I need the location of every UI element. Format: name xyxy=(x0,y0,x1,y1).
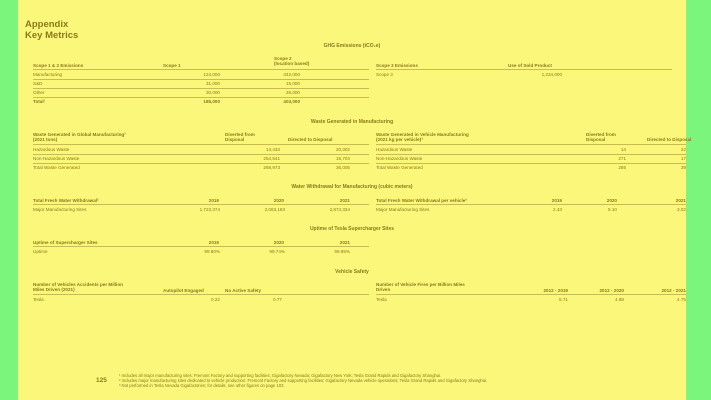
table-cell: 20,302 xyxy=(335,147,350,152)
year-header: 2020 xyxy=(606,198,617,203)
ghg-right-header-rule xyxy=(376,69,672,70)
table-cell: 4.75 xyxy=(677,297,686,302)
table-cell: 3.02 xyxy=(677,207,686,212)
page-subtitle: Key Metrics xyxy=(25,30,79,41)
table-cell: 268,973 xyxy=(263,165,280,170)
row-rule xyxy=(33,88,369,89)
table-cell: 5.10 xyxy=(608,207,617,212)
waste-right-col-diverted: Diverted from xyxy=(586,132,616,137)
table-cell: 271 xyxy=(618,156,626,161)
waste-left-col-label: Waste Generated in Global Manufacturing² xyxy=(33,132,126,137)
report-page xyxy=(18,0,692,400)
table-row-label: Uptime xyxy=(33,249,48,254)
ghg-col-scope2-sub: (location based) xyxy=(274,61,310,66)
waste-right-col-label: Waste Generated in Vehicle Manufacturing xyxy=(376,132,469,137)
uptime-col-label: Uptime of Supercharger Sites xyxy=(33,240,98,245)
table-cell: 342,000 xyxy=(283,72,300,77)
table-row-label: Total¹ xyxy=(33,99,46,104)
page-title: Appendix xyxy=(25,19,69,30)
table-cell: 286 xyxy=(618,165,626,170)
table-cell: 0.22 xyxy=(211,297,220,302)
table-cell: 2,063,183 xyxy=(264,207,285,212)
table-row-label: Other xyxy=(33,90,45,95)
waste-left-col-diverted: Diverted from xyxy=(225,132,255,137)
year-header: 2021 xyxy=(339,198,350,203)
ghg-col-scope2: Scope 2 xyxy=(274,56,292,61)
table-row-label: Scope 3 xyxy=(376,72,393,77)
year-header: 2021 xyxy=(339,240,350,245)
uptime-section-title: Uptime of Tesla Supercharger Sites xyxy=(309,226,395,232)
table-row-label: Hazardous Waste xyxy=(376,147,413,152)
footnote: ² Includes major manufacturing sites dedicated to vehicle production: Fremont Factory and supporting facilities; Gigafactory Nevada vehicle operations; Tesla Grand Rapids and Gigafactory Shanghai. xyxy=(119,378,488,383)
table-cell: 99.80% xyxy=(204,249,220,254)
table-row-label: Manufacturing xyxy=(33,72,63,77)
ghg-left-header-rule xyxy=(33,69,369,70)
table-cell: 4.88 xyxy=(615,297,624,302)
water-left-col-label: Total Fresh Water Withdrawal² xyxy=(33,198,99,203)
table-cell: 39 xyxy=(680,165,686,170)
table-cell: 0.77 xyxy=(273,297,282,302)
table-cell: 31,000 xyxy=(205,81,220,86)
table-row-label: Non-Hazardous Waste xyxy=(33,156,80,161)
ghg-col-label: Scope 1 & 2 Emissions xyxy=(33,63,84,68)
row-rule xyxy=(376,154,686,155)
waste-section-title: Waste Generated in Manufacturing xyxy=(310,119,394,125)
waste-left-header-rule xyxy=(33,144,369,145)
table-cell: 99.95% xyxy=(334,249,350,254)
row-rule xyxy=(33,79,369,80)
safety-col-autopilot: Autopilot Engaged xyxy=(163,288,204,293)
table-row-label: Non-Hazardous Waste xyxy=(376,156,423,161)
year-header: 2020 xyxy=(273,198,284,203)
period-header: 2012 - 2021 xyxy=(661,288,686,293)
water-right-col-label: Total Fresh Water Withdrawal per vehicle³ xyxy=(376,198,467,203)
period-header: 2012 - 2019 xyxy=(543,288,568,293)
safety-section-title: Vehicle Safety xyxy=(335,269,369,275)
table-row-label: Hazardous Waste xyxy=(33,147,70,152)
row-rule xyxy=(376,163,686,164)
table-cell: 403,000 xyxy=(283,99,300,104)
year-header: 2021 xyxy=(675,198,686,203)
table-cell: 17 xyxy=(680,156,686,161)
scope3-col-label: Scope 3 Emissions xyxy=(376,63,418,68)
year-header: 2020 xyxy=(273,240,284,245)
water-section-title: Water Withdrawal for Manufacturing (cubic meters) xyxy=(291,184,413,190)
footnote: ³ Not performed in Tesla Nevada Gigafactories; for details, see other figures on page 103. xyxy=(119,383,285,388)
table-cell: 5.71 xyxy=(559,297,568,302)
table-cell: 124,000 xyxy=(203,72,220,77)
waste-left-col-diverted-sub: Disposal xyxy=(225,137,245,142)
table-row-label: S&D xyxy=(33,81,43,86)
table-cell: 30,000 xyxy=(205,90,220,95)
table-cell: 26,000 xyxy=(285,90,300,95)
safety-left-col-label: Number of Vehicles Accidents per Million xyxy=(33,282,123,287)
waste-right-header-rule xyxy=(376,144,686,145)
water-left-header-rule xyxy=(33,204,369,205)
safety-right-col-label: Number of Vehicle Fires per Billion Miles xyxy=(376,282,465,287)
table-cell: 14,433 xyxy=(265,147,280,152)
year-header: 2019 xyxy=(551,198,562,203)
safety-right-col-label-sub: Driven xyxy=(376,287,391,292)
waste-left-col-label-sub: (2021 tons) xyxy=(33,137,58,142)
table-row-label: Total Waste Generated xyxy=(33,165,80,170)
waste-left-col-directed: Directed to Disposal xyxy=(288,137,333,142)
year-header: 2019 xyxy=(208,198,219,203)
table-cell: 1,234,000 xyxy=(541,72,562,77)
table-cell: 99.74% xyxy=(269,249,285,254)
table-cell: 15,704 xyxy=(335,156,350,161)
uptime-header-rule xyxy=(33,246,369,247)
table-cell: 2,874,334 xyxy=(329,207,350,212)
year-header: 2019 xyxy=(208,240,219,245)
table-row-label: Major Manufacturing Sites xyxy=(33,207,87,212)
period-header: 2012 - 2020 xyxy=(599,288,624,293)
table-cell: 2.43 xyxy=(553,207,562,212)
table-cell: 22 xyxy=(680,147,686,152)
table-cell: 14 xyxy=(620,147,626,152)
ghg-col-scope1: Scope 1 xyxy=(163,63,181,68)
safety-col-no-safety: No Active Safety xyxy=(225,288,262,293)
safety-left-header-rule xyxy=(33,294,369,295)
table-row-label: Tesla xyxy=(33,297,44,302)
page-number: 125 xyxy=(96,377,107,384)
row-rule xyxy=(33,163,369,164)
table-row-label: Total Waste Generated xyxy=(376,165,423,170)
waste-right-col-directed: Directed to Disposal xyxy=(647,137,692,142)
table-cell: 1,723,374 xyxy=(199,207,220,212)
waste-right-col-diverted-sub: Disposal xyxy=(586,137,606,142)
row-rule xyxy=(33,154,369,155)
ghg-section-title: GHG Emissions (tCO₂e) xyxy=(323,43,381,49)
scope3-col-use: Use of Sold Product xyxy=(508,63,552,68)
safety-right-header-rule xyxy=(376,294,686,295)
safety-left-col-label-sub: Miles Driven (2021) xyxy=(33,287,75,292)
table-row-label: Major Manufacturing Sites xyxy=(376,207,430,212)
table-row-label: Tesla xyxy=(376,297,387,302)
table-cell: 254,541 xyxy=(263,156,280,161)
table-cell: 36,005 xyxy=(335,165,350,170)
waste-right-col-label-sub: (2021 kg per vehicle)³ xyxy=(376,137,423,142)
water-right-header-rule xyxy=(376,204,686,205)
row-rule xyxy=(33,97,369,98)
footnote: ¹ Includes all major manufacturing sites: Fremont Factory and supporting facilities; Gigafactory Nevada; Gigafactory New York; Tesla Grand Rapids and Gigafactory Shanghai. xyxy=(119,373,442,378)
table-cell: 185,000 xyxy=(203,99,220,104)
table-cell: 15,000 xyxy=(285,81,300,86)
